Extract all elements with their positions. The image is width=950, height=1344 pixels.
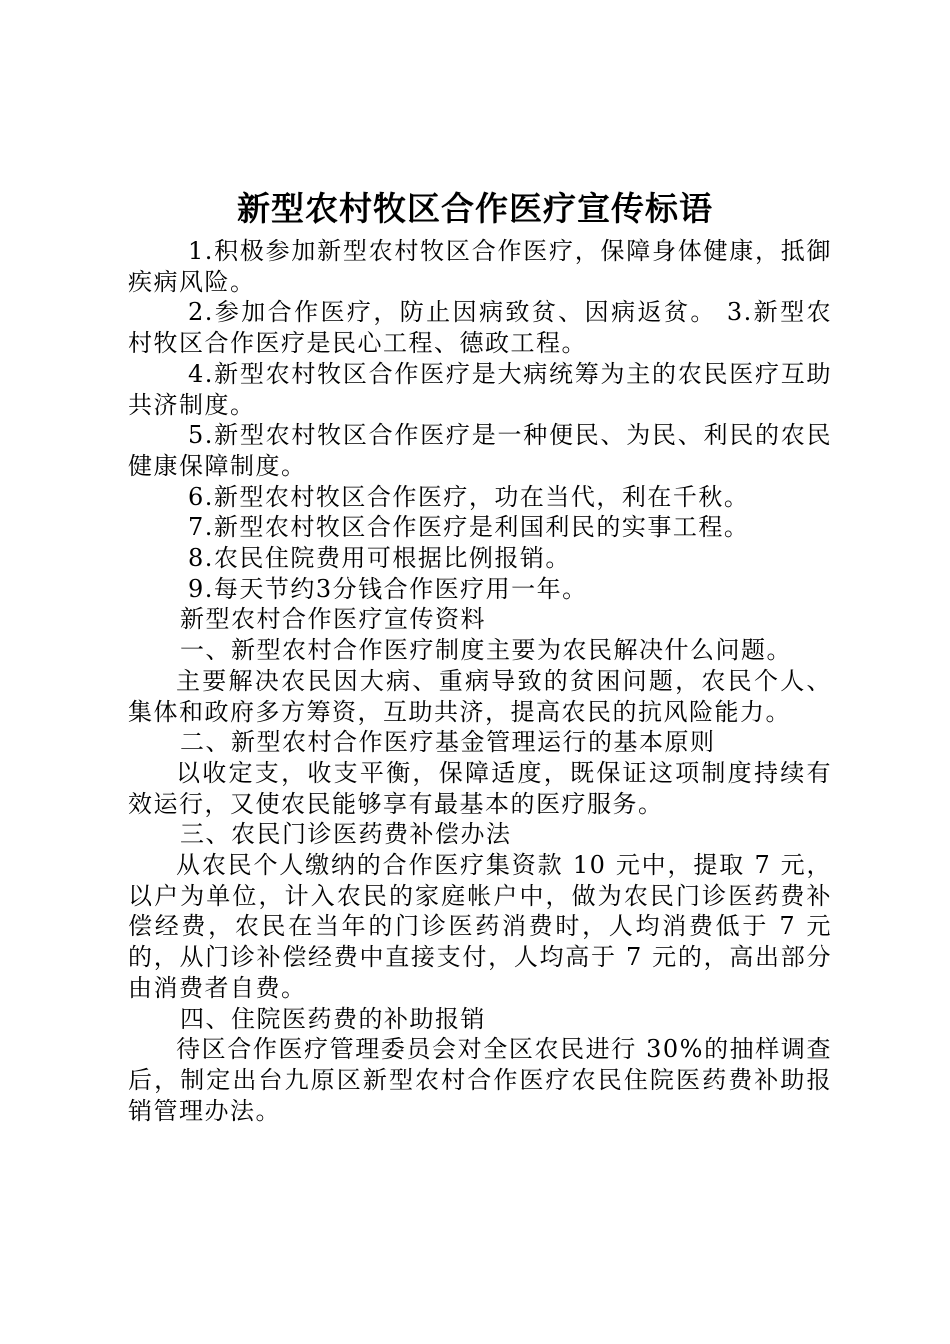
- paragraph-1: 主要解决农民因大病、重病导致的贫困问题，农民个人、集体和政府多方筹资，互助共济，提高农民的抗风险能力。: [128, 666, 832, 726]
- slogan-1: 1.积极参加新型农村牧区合作医疗，保障身体健康，抵御疾病风险。: [128, 237, 832, 296]
- heading-3: 三、农民门诊医药费补偿办法: [180, 820, 512, 849]
- slogan-5: 5.新型农村牧区合作医疗是一种便民、为民、利民的农民健康保障制度。: [128, 421, 832, 480]
- paragraph-3: 从农民个人缴纳的合作医疗集资款 10 元中，提取 7 元，以户为单位，计入农民的家庭帐户中，做为农民门诊医药费补偿经费，农民在当年的门诊医药消费时，人均消费低于 7 元的，从门诊补偿经费中直接支付，人均高于 7 元的，高出部分由消费者自费。: [128, 851, 832, 1002]
- slogan-9: 9.每天节约3分钱合作医疗用一年。: [188, 574, 588, 603]
- heading-2: 二、新型农村合作医疗基金管理运行的基本原则: [180, 728, 716, 757]
- document-title: 新型农村牧区合作医疗宣传标语: [237, 189, 713, 228]
- slogan-8: 8.农民住院费用可根据比例报销。: [188, 544, 571, 573]
- slogan-2-3: 2.参加合作医疗，防止因病致贫、因病返贫。 3.新型农村牧区合作医疗是民心工程、德政工程。: [128, 298, 832, 358]
- paragraph-4: 待区合作医疗管理委员会对全区农民进行 30%的抽样调查后，制定出台九原区新型农村合作医疗农民住院医药费补助报销管理办法。: [128, 1035, 832, 1125]
- paragraph-2: 以收定支，收支平衡，保障适度，既保证这项制度持续有效运行，又使农民能够享有最基本的医疗服务。: [128, 758, 832, 818]
- slogan-7: 7.新型农村牧区合作医疗是利国利民的实事工程。: [188, 513, 750, 542]
- heading-4: 四、住院医药费的补助报销: [180, 1004, 486, 1033]
- section-title: 新型农村合作医疗宣传资料: [180, 605, 486, 634]
- document-body: [128, 236, 832, 1126]
- heading-1: 一、新型农村合作医疗制度主要为农民解决什么问题。: [180, 636, 792, 665]
- slogan-6: 6.新型农村牧区合作医疗，功在当代，利在千秋。: [188, 482, 750, 511]
- slogan-4: 4.新型农村牧区合作医疗是大病统筹为主的农民医疗互助共济制度。: [128, 359, 832, 419]
